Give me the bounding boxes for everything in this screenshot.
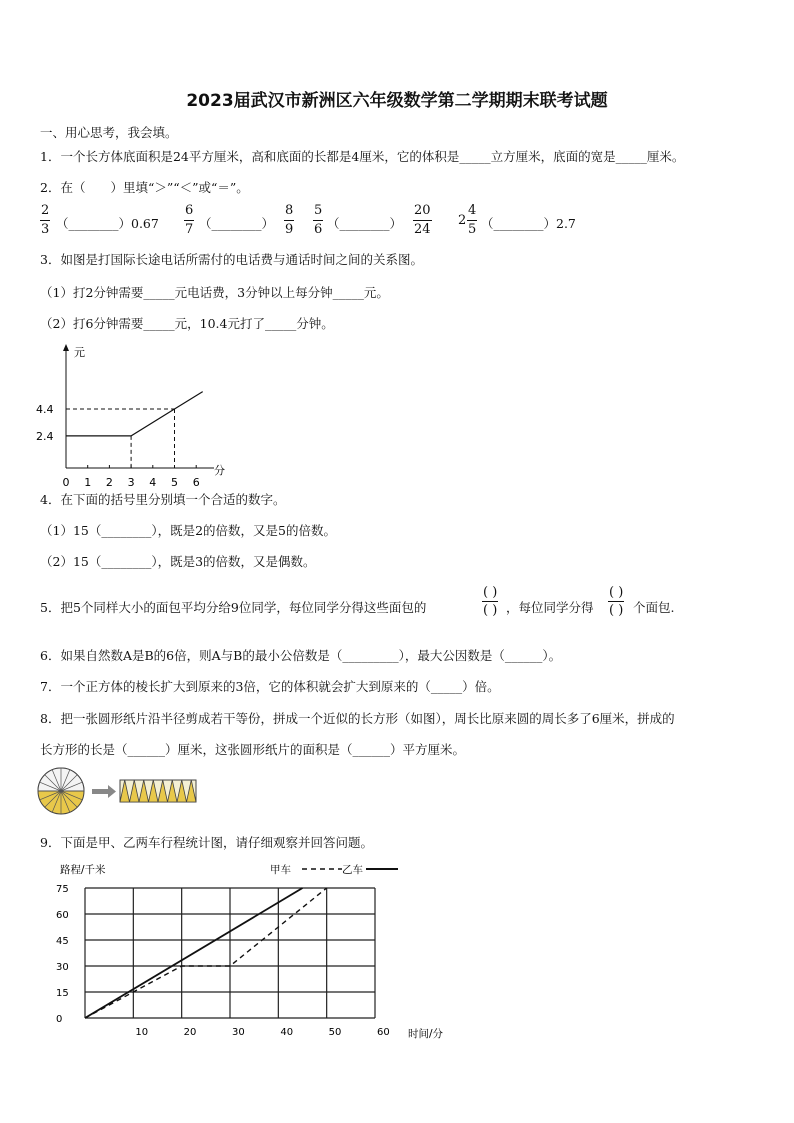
series-jia-line: [85, 888, 327, 1018]
y-tick-label: 45: [56, 936, 69, 947]
mixed-number-whole: 2: [458, 213, 467, 228]
fraction: 8 9: [285, 203, 294, 237]
question-3-stem: 3．如图是打国际长途电话所需付的电话费与通话时间之间的关系图。: [40, 252, 423, 267]
fraction: 5 6: [314, 203, 323, 237]
compare-blank: （________）2.7: [481, 216, 576, 231]
y-axis-unit: 元: [74, 346, 85, 359]
fee-line: [66, 392, 203, 436]
x-tick-label: 50: [328, 1027, 342, 1038]
y-tick-label: 30: [56, 962, 69, 973]
fraction: 6 7: [185, 203, 194, 237]
question-3-sub2: （2）打6分钟需要_____元，10.4元打了_____分钟。: [40, 316, 334, 331]
question-3-sub1: （1）打2分钟需要_____元电话费，3分钟以上每分钟_____元。: [40, 285, 389, 300]
question-1: 1．一个长方体底面积是24平方厘米，高和底面的长都是4厘米，它的体积是_____立方厘米，底面的宽是_____厘米。: [40, 149, 685, 164]
x-tick-label: 4: [149, 476, 157, 489]
arrow-icon: [92, 785, 116, 798]
y-axis-label: 路程/千米: [60, 864, 106, 876]
x-tick-label: 60: [377, 1027, 390, 1038]
question-5-text: 5．把5个同样大小的面包平均分给9位同学，每位同学分得这些面包的: [40, 600, 427, 615]
question-9-stem: 9．下面是甲、乙两车行程统计图，请仔细观察并回答问题。: [40, 835, 373, 850]
y-tick-label: 0: [56, 1014, 63, 1025]
x-tick-label: 20: [183, 1027, 197, 1038]
travel-chart: [40, 855, 460, 1045]
x-tick-label: 6: [192, 476, 200, 489]
x-tick-label: 5: [171, 476, 178, 489]
answer-fraction-blank: ( ) ( ): [483, 585, 498, 618]
compare-blank: （________）0.67: [56, 216, 159, 231]
x-axis-label: 时间/分: [408, 1028, 444, 1040]
fraction: 20 24: [414, 203, 431, 237]
x-tick-label: 30: [232, 1027, 245, 1038]
answer-fraction-blank: ( ) ( ): [609, 585, 624, 618]
y-tick-label: 75: [56, 884, 69, 895]
y-tick-label: 60: [56, 910, 69, 921]
question-8-line1: 8．把一张圆形纸片沿半径剪成若干等份，拼成一个近似的长方形（如图），周长比原来圆的周长多了6厘米，拼成的: [40, 711, 675, 726]
phone-fee-chart: [36, 340, 236, 489]
compare-blank: （________）: [199, 216, 275, 231]
x-tick-label: 10: [135, 1027, 149, 1038]
y-tick-label: 2.4: [36, 429, 54, 443]
x-tick-label: 1: [84, 476, 92, 489]
x-tick-label: 0: [62, 476, 70, 489]
fraction: 2 3: [41, 203, 50, 237]
legend-yi-label: 乙车: [342, 864, 363, 876]
compare-blank: （________）: [327, 216, 403, 231]
x-axis-unit: 分: [214, 464, 225, 477]
question-4-sub2: （2）15（________），既是3的倍数，又是偶数。: [40, 554, 316, 569]
question-7: 7．一个正方体的棱长扩大到原来的3倍，它的体积就会扩大到原来的（_____）倍。: [40, 679, 500, 694]
x-tick-label: 3: [127, 476, 135, 489]
section-heading: 一、用心思考，我会填。: [40, 125, 178, 140]
circle-to-rectangle-figure: [36, 766, 206, 818]
y-tick-label: 15: [56, 988, 69, 999]
question-5-text: 个面包.: [633, 600, 675, 615]
fraction: 4 5: [468, 203, 477, 237]
legend-jia-label: 甲车: [270, 864, 291, 876]
question-8-line2: 长方形的长是（______）厘米，这张圆形纸片的面积是（______）平方厘米。: [40, 742, 466, 757]
question-2-stem: 2．在（ ）里填“＞”“＜”或“＝”。: [40, 180, 249, 195]
y-tick-label: 4.4: [36, 403, 54, 417]
question-5-text: ，每位同学分得: [506, 600, 594, 615]
page-title: 2023届武汉市新洲区六年级数学第二学期期末联考试题: [186, 91, 608, 111]
series-yi-line: [85, 888, 303, 1018]
x-tick-label: 40: [280, 1027, 294, 1038]
question-6: 6．如果自然数A是B的6倍，则A与B的最小公倍数是（_________），最大公因数是（______）。: [40, 648, 562, 663]
x-tick-label: 2: [105, 476, 113, 489]
question-4-sub1: （1）15（________），既是2的倍数，又是5的倍数。: [40, 523, 337, 538]
question-4-stem: 4．在下面的括号里分别填一个合适的数字。: [40, 492, 286, 507]
